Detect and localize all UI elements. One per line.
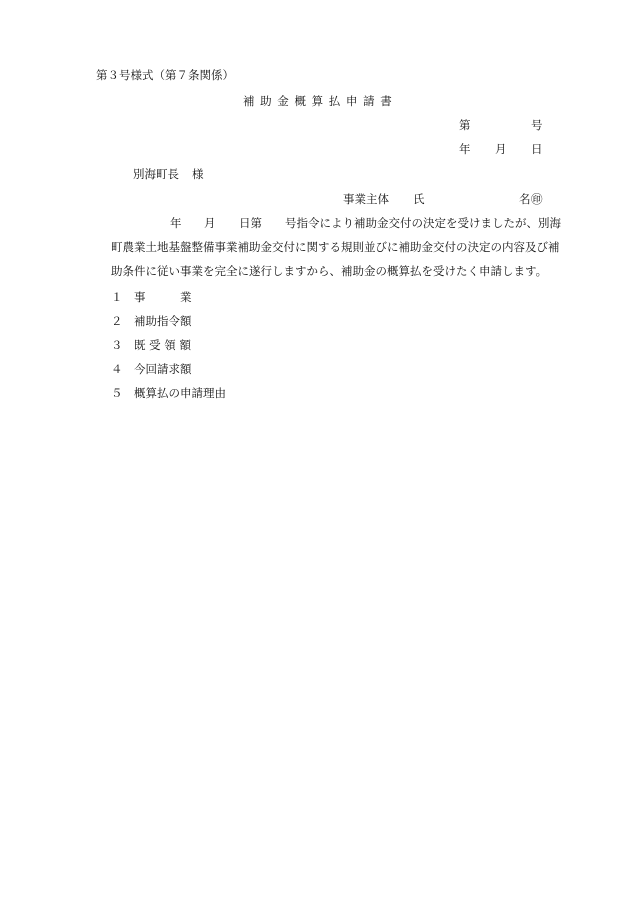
number-suffix: 号 xyxy=(531,118,543,132)
body-line1-rest: 号指令により補助金交付の決定を受けましたが、別海 xyxy=(285,216,561,230)
item-number: ４ xyxy=(111,362,123,376)
item-number: ２ xyxy=(111,314,123,328)
date-month: 月 xyxy=(495,142,507,156)
addressee-name: 別海町長 xyxy=(133,167,179,181)
item-number: ３ xyxy=(111,338,123,352)
body-line3: 助条件に従い事業を完全に遂行しますから、補助金の概算払を受けたく申請します。 xyxy=(111,264,548,278)
body-line2: 町農業土地基盤整備事業補助金交付に関する規則並びに補助金交付の決定の内容及び補 xyxy=(111,240,560,254)
applicant-name-first: 氏 xyxy=(413,192,425,206)
item-label: 既 受 領 額 xyxy=(134,338,191,352)
body-line1-year: 年 xyxy=(170,216,182,230)
seal-icon: ㊞ xyxy=(531,192,543,206)
list-item xyxy=(0,338,630,352)
body-line1-day: 日第 xyxy=(239,216,262,230)
list-item xyxy=(0,290,630,304)
list-item xyxy=(0,314,630,328)
list-item xyxy=(0,386,630,400)
item-number: １ xyxy=(111,290,123,304)
item-label: 今回請求額 xyxy=(134,362,192,376)
number-prefix: 第 xyxy=(459,118,471,132)
list-item xyxy=(0,362,630,376)
addressee-honorific: 様 xyxy=(192,167,204,181)
body-line1-month: 月 xyxy=(204,216,216,230)
date-day: 日 xyxy=(531,142,543,156)
item-label: 補助指令額 xyxy=(134,314,192,328)
applicant-label: 事業主体 xyxy=(343,192,389,206)
applicant-name-second: 名 xyxy=(519,192,531,206)
form-label: 第３号様式（第７条関係） xyxy=(96,68,234,82)
item-label: 事 業 xyxy=(134,290,192,304)
item-label: 概算払の申請理由 xyxy=(134,386,226,400)
date-year: 年 xyxy=(459,142,471,156)
item-number: ５ xyxy=(111,386,123,400)
document-title: 補 助 金 概 算 払 申 請 書 xyxy=(243,94,392,108)
